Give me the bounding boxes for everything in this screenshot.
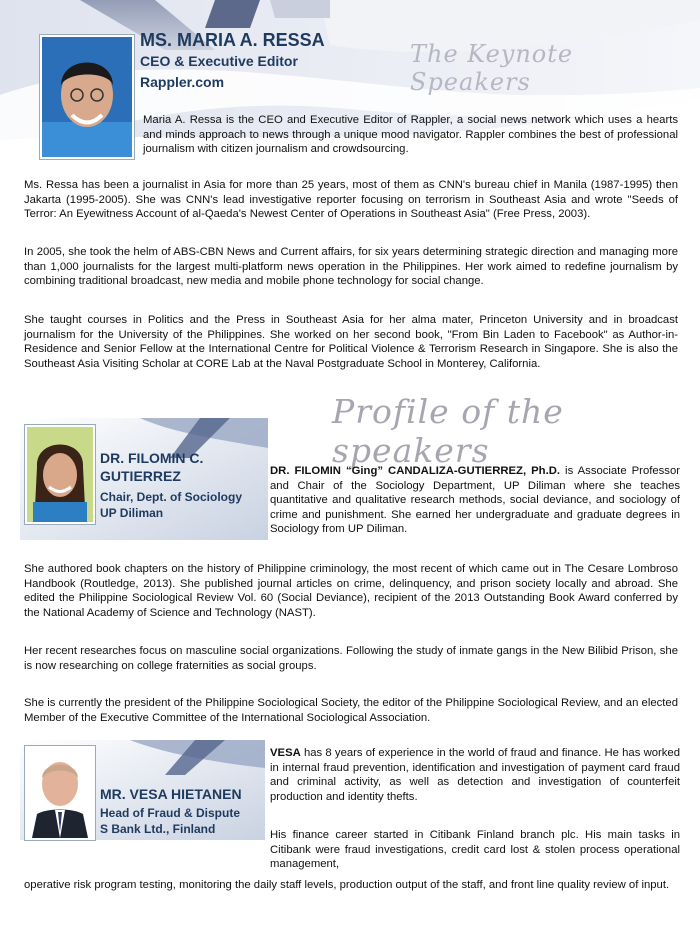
gutierrez-name-line-2: GUTIERREZ: [100, 468, 181, 484]
gutierrez-bio-paragraph-2: She authored book chapters on the history of Philippine criminology, the most recent of which came out in The Cesare Lombroso Handbook (Routledge, 2013). She published journal articles on crime, delinquency, and prison society locally and abroad. She edited the Philippine Sociological Review Vol. 60 (Social Deviance), recipient of the 2013 Outstanding Book Award conferred by the National Academy of Science and Technology (NAST).: [24, 563, 678, 619]
gutierrez-portrait-image: [27, 427, 93, 522]
profile-of-the-speakers-heading: Profile of the speakers: [332, 392, 564, 470]
ressa-portrait-image: [42, 37, 132, 157]
gutierrez-org: UP Diliman: [100, 506, 164, 520]
gutierrez-bio-intro-text: is Associate Professor and Chair of the Sociology Department, UP Diliman where she teaches quantitative and qualitative research methods, social deviance, and sociology of crime and punishment. She earned her undergraduate and graduate degrees in Sociology from UP Diliman.: [270, 465, 680, 535]
hietanen-title: Head of Fraud & Dispute: [100, 806, 241, 820]
hietanen-bio-intro-text: has 8 years of experience in the world of fraud and finance. He has worked in internal fraud prevention, identification and investigation of payment card fraud and criminal activity, as well as detection and investigation of counterfeit production and identity thefts.: [270, 747, 680, 803]
gutierrez-bio-paragraph-3: Her recent researches focus on masculine social organizations. Following the study of inmate gangs in the New Bilibid Prison, she is now researching on college fraternities as social groups.: [24, 645, 678, 672]
hietanen-photo: [25, 746, 95, 840]
hietanen-bio-paragraph-3: operative risk program testing, monitoring the daily staff levels, production output of the staff, and front line quality review of input.: [24, 879, 670, 891]
ressa-bio-intro: Maria A. Ressa is the CEO and Executive Editor of Rappler, a social news network which uses a hearts and minds approach to news through a unique mood navigator. Rappler combines the best of professional journalism with citizen journalism and crowdsourcing.: [143, 114, 678, 155]
keynote-speakers-heading: The Keynote Speakers: [410, 40, 574, 96]
hietanen-name: MR. VESA HIETANEN: [100, 786, 242, 802]
ressa-bio-paragraph-3: In 2005, she took the helm of ABS-CBN News and Current affairs, for six years determining strategic direction and managing more than 1,000 journalists for the largest multi-platform news operation in the Philippines. Her work aimed to redefine journalism by combining traditional broadcast, new media and mobile phone technology for social change.: [24, 246, 678, 287]
ressa-bio-paragraph-2: Ms. Ressa has been a journalist in Asia for more than 25 years, most of them as CNN's bureau chief in Manila (1987-1995) then Jakarta (1995-2005). She was CNN's lead investigative reporter focusing on terrorism in Southeast Asia and wrote "Seeds of Terror: An Eyewitness Account of al-Qaeda's Newest Center of Operations in Southeast Asia" (Free Press, 2003).: [24, 179, 678, 220]
hietanen-portrait-image: [27, 748, 93, 838]
hietanen-bio-intro: [270, 746, 680, 804]
gutierrez-photo: [25, 425, 95, 524]
ressa-org: Rappler.com: [140, 74, 225, 90]
hietanen-org: S Bank Ltd., Finland: [100, 822, 216, 836]
ressa-name: MS. MARIA A. RESSA: [140, 30, 325, 50]
gutierrez-bio-intro: [270, 464, 680, 537]
ressa-bio-paragraph-4: She taught courses in Politics and the Press in Southeast Asia for her alma mater, Princeton University and in broadcast journalism for the University of the Philippines. She worked on her second book, "From Bin Laden to Facebook" as Author-in-Residence and Senior Fellow at the International Centre for Political Violence & Terrorism Research in Singapore. She is also the Southeast Asia Visiting Scholar at CORE Lab at the Naval Postgraduate School in Monterey, California.: [24, 314, 678, 370]
ressa-title: CEO & Executive Editor: [140, 53, 298, 69]
gutierrez-bio-lead: DR. FILOMIN “Ging” CANDALIZA-GUTIERREZ, Ph.D.: [270, 465, 561, 477]
gutierrez-title: Chair, Dept. of Sociology: [100, 490, 243, 504]
hietanen-bio-lead: VESA: [270, 747, 301, 759]
gutierrez-name-line-1: DR. FILOMIN C.: [100, 450, 204, 466]
ressa-photo: [40, 35, 134, 159]
gutierrez-bio-paragraph-4: She is currently the president of the Philippine Sociological Society, the editor of the Philippine Sociological Review, and an elected Member of the Executive Committee of the International Sociological Association.: [24, 697, 678, 724]
hietanen-bio-paragraph-2: His finance career started in Citibank Finland branch plc. His main tasks in Citibank were fraud investigations, credit card lost & stolen process operational management,: [270, 829, 680, 870]
